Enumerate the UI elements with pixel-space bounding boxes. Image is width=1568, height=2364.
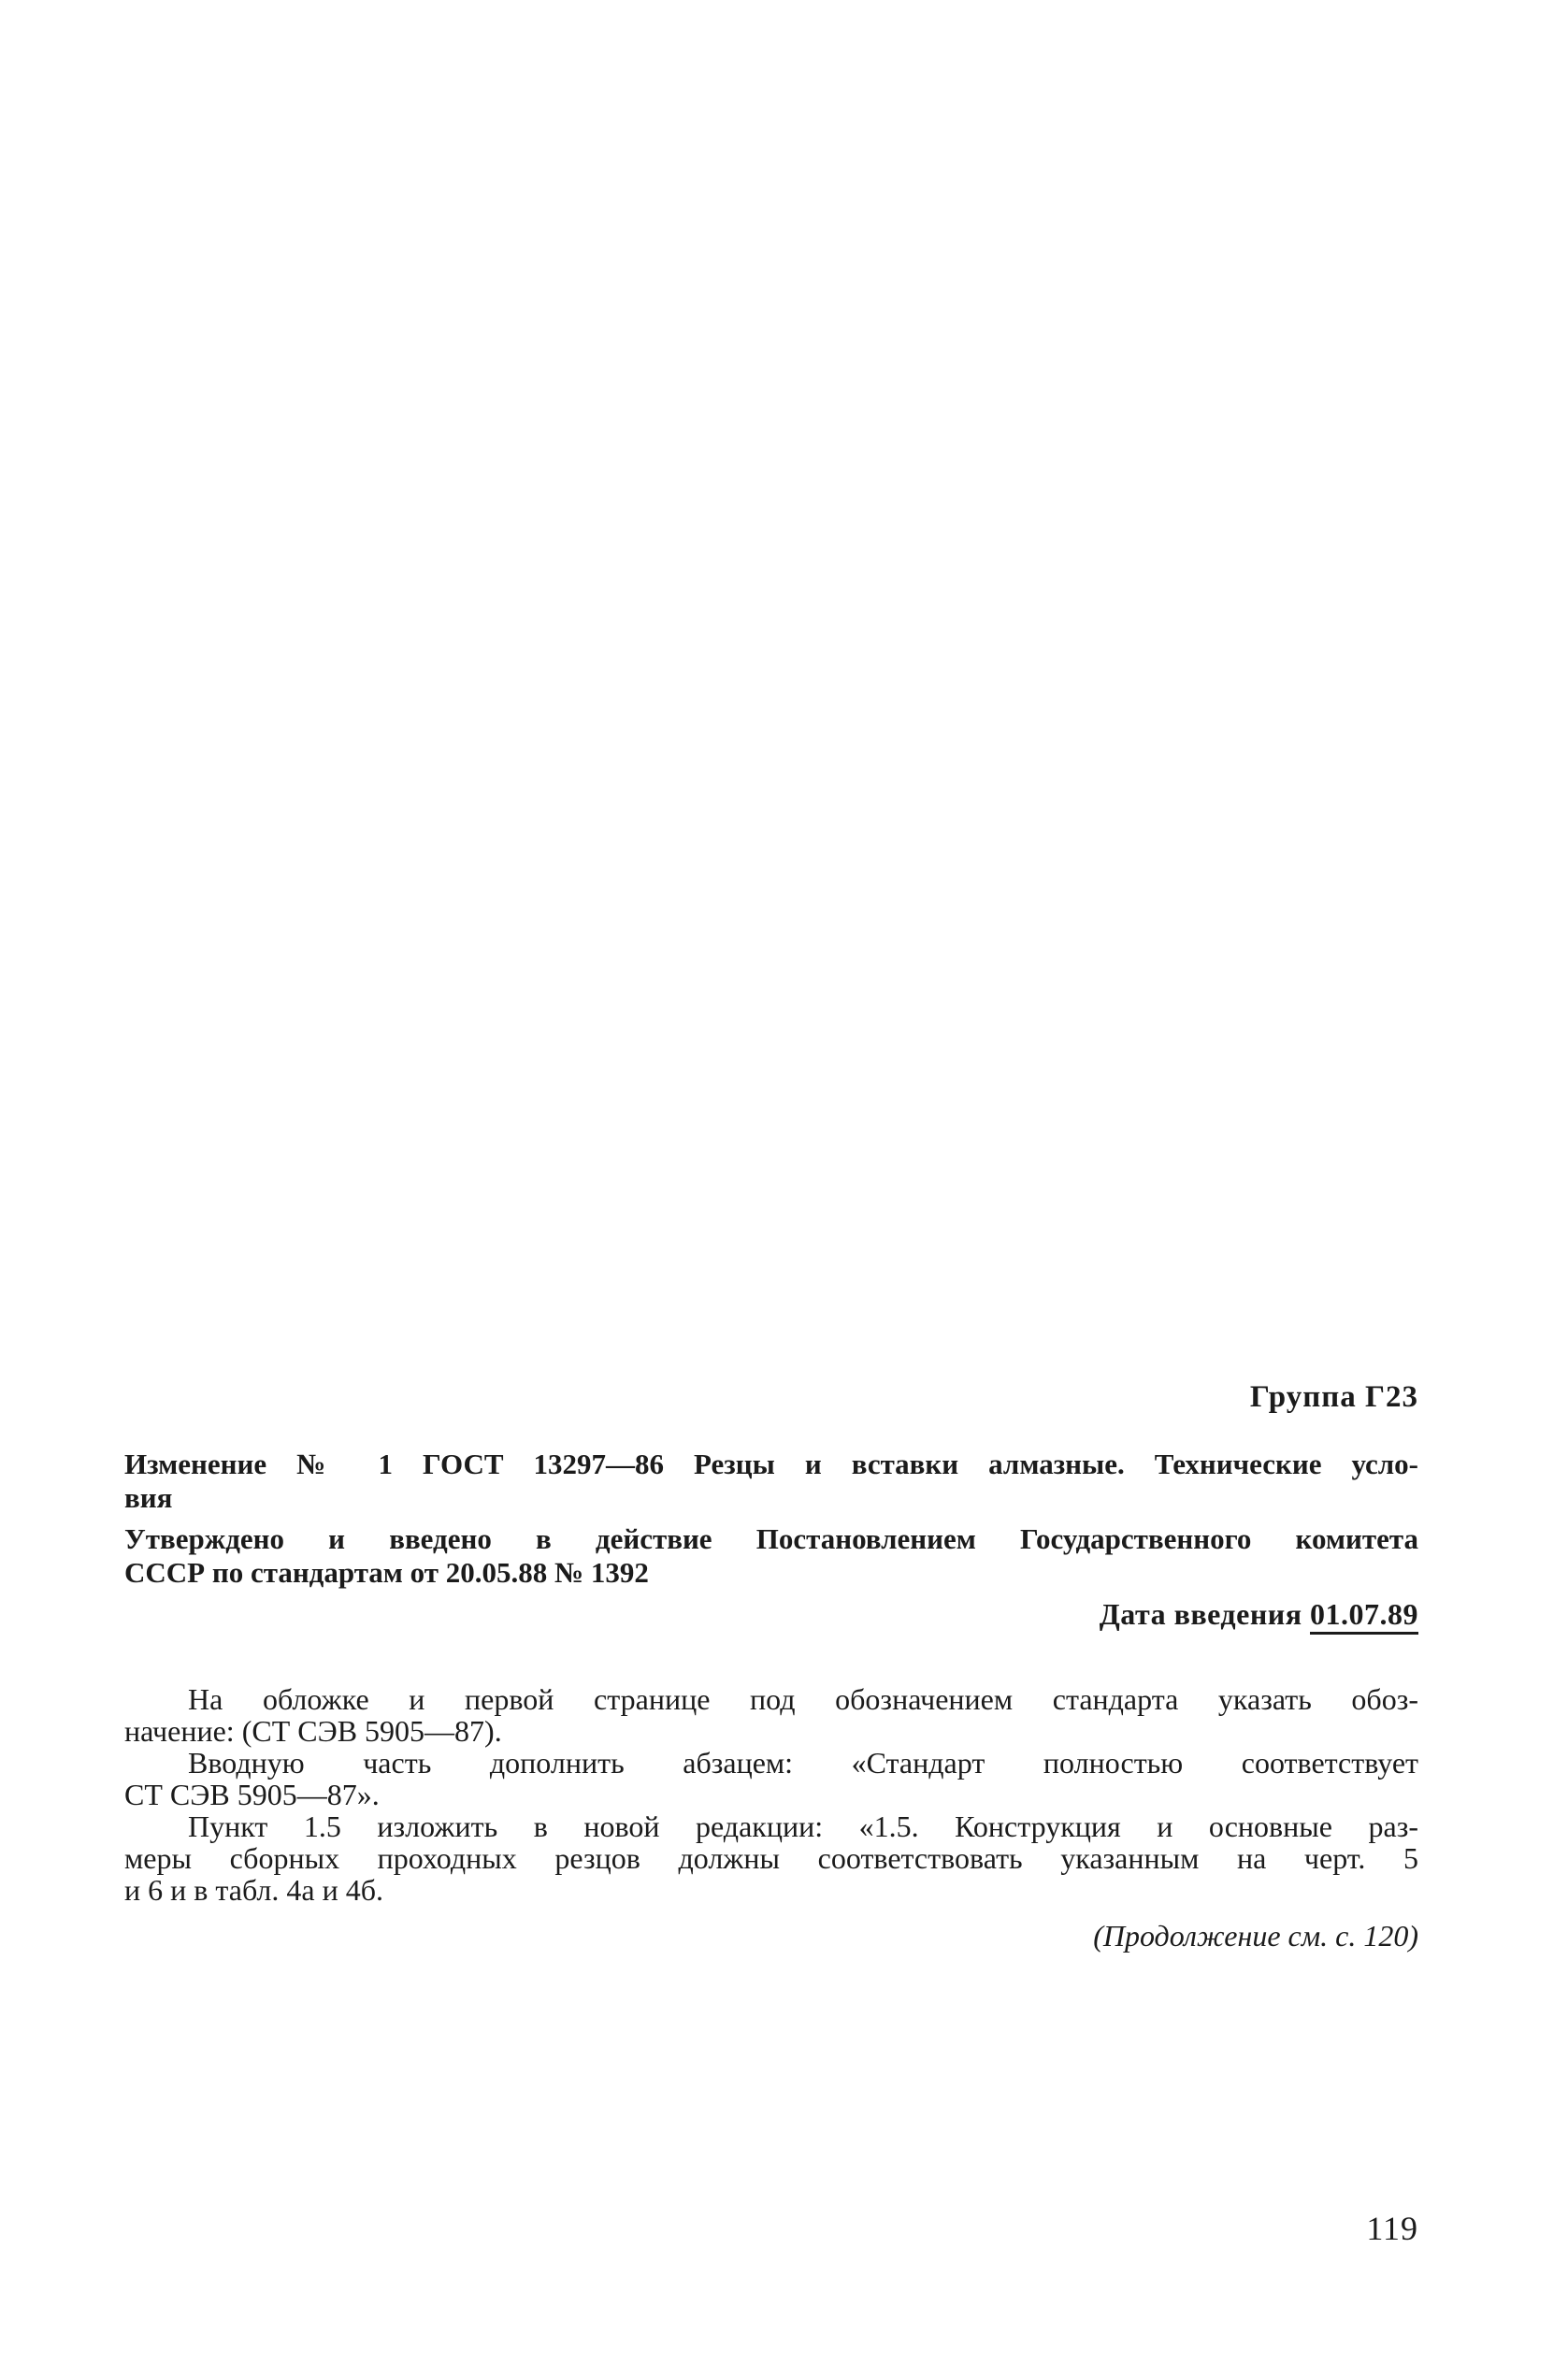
paragraph-clause-1-5 [124, 1810, 1418, 1906]
approval-statement [124, 1522, 1418, 1590]
paragraph-clause-line-3: и 6 и в табл. 4а и 4б. [124, 1873, 383, 1907]
paragraph-introduction-line-1: Вводную часть дополнить абзацем: «Стандарт полностью соответствует [188, 1746, 1418, 1780]
paragraph-clause-line-1: Пункт 1.5 изложить в новой редакции: «1.5. Конструкция и основные раз- [188, 1809, 1418, 1843]
paragraph-designation-line-2: начение: (СТ СЭВ 5905—87). [124, 1714, 502, 1748]
paragraph-designation-line-1: На обложке и первой странице под обозначением стандарта указать обоз- [188, 1682, 1418, 1716]
introduction-date-label: Дата введения [1099, 1597, 1302, 1631]
page-number: 119 [1366, 2210, 1418, 2247]
paragraph-introduction [124, 1747, 1418, 1810]
introduction-date [1100, 1597, 1418, 1632]
approval-line-1: Утверждено и введено в действие Постановлением Государственного комитета [124, 1522, 1418, 1555]
paragraph-clause-line-2: меры сборных проходных резцов должны соответствовать указанным на черт. 5 [124, 1841, 1418, 1875]
group-code: Группа Г23 [1249, 1380, 1418, 1414]
introduction-date-value: 01.07.89 [1310, 1597, 1418, 1631]
change-title [124, 1448, 1418, 1515]
continuation-note: (Продолжение см. с. 120) [1093, 1919, 1418, 1953]
approval-line-2: СССР по стандартам от 20.05.88 № 1392 [124, 1556, 649, 1589]
paragraph-introduction-line-2: СТ СЭВ 5905—87». [124, 1778, 380, 1811]
paragraph-designation [124, 1683, 1418, 1747]
change-title-line-1: Изменение № 1 ГОСТ 13297—86 Резцы и вставки алмазные. Технические усло- [124, 1448, 1418, 1480]
change-title-line-2: вия [124, 1481, 173, 1514]
